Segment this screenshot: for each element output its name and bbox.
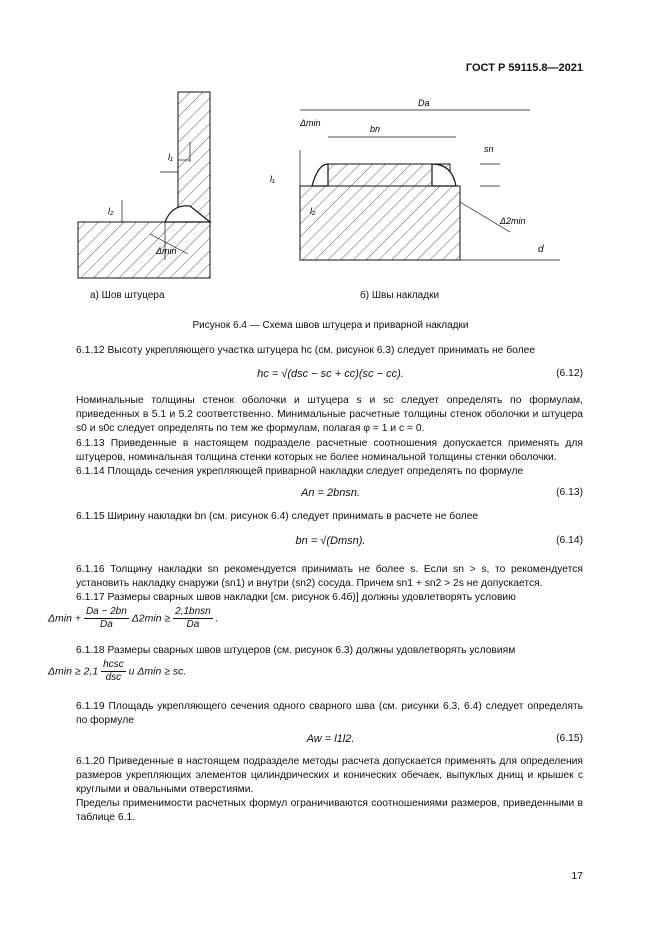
label-delta-min-b: Δmin [300, 118, 321, 128]
standard-number: ГОСТ Р 59115.8—2021 [465, 62, 583, 74]
inequality-pad: Δmin + $\frac{Da - 2bn}{Da}$ Δ2min ≥ $\frac{\text{2,1bnsn}}{Da}$ . [48, 606, 219, 630]
label-l2-b: l₂ [310, 206, 316, 216]
pad-weld-diagram [270, 98, 560, 260]
para-6-1-16: 6.1.16 Толщину накладки sn рекомендуется принимать не более s. Если sn > s, то рекомендуется установить накладку снаружи (sn1) и внутри (sn2) сосуда. Причем sn1 + sn2 > 2s не допускается. [76, 564, 583, 590]
label-d: d [538, 244, 544, 255]
label-sn: sn [484, 144, 494, 154]
para-6-1-12: 6.1.12 Высоту укрепляющего участка штуцера hc (см. рисунок 6.3) следует принимать не более [76, 345, 536, 356]
label-l2: l₂ [108, 206, 114, 216]
formula-text: Aw = l1l2. [306, 733, 355, 745]
formula-number: (6.13) [556, 487, 583, 498]
formula-number: (6.14) [556, 535, 583, 546]
label-l1: l₁ [168, 152, 173, 162]
nozzle-weld-diagram [78, 92, 210, 278]
label-delta-min: Δmin [156, 246, 177, 256]
para-6-1-20: 6.1.20 Приведенные в настоящем подразделе методы расчета допускается применять для определения размеров укрепляющих элементов цилиндрических и конических обечаек, выпуклых днищ и крышек с круглыми и овальными отверстиями. [76, 756, 583, 796]
caption-b: б) Швы накладки [360, 290, 440, 301]
para-6-1-14: 6.1.14 Площадь сечения укрепляющей приварной накладки следует определять по формуле [76, 466, 524, 477]
label-l1-b: l₁ [270, 174, 275, 184]
figure-6-4 [60, 82, 580, 282]
para-6-1-17: 6.1.17 Размеры сварных швов накладки [см. рисунок 6.4б)] должны удовлетворять условию [76, 592, 516, 603]
page-number: 17 [571, 870, 583, 882]
para-6-1-15: 6.1.15 Ширину накладки bn (см. рисунок 6.4) следует принимать в расчете не более [76, 511, 479, 522]
label-bn: bn [370, 124, 381, 134]
label-Da: Da [418, 98, 430, 108]
figure-caption: Рисунок 6.4 — Схема швов штуцера и приварной накладки [192, 320, 469, 331]
caption-a: а) Шов штуцера [90, 290, 165, 301]
formula-number: (6.15) [556, 733, 583, 744]
para-limits: Пределы применимости расчетных формул ограничиваются соотношениями размеров, приведенными в таблице 6.1. [76, 798, 583, 824]
inequality-nozzle: Δmin ≥ 2,1 $\frac{hcsc}{\text{dsc}}$ и Δmin ≥ sc. [48, 659, 187, 683]
formula-number: (6.12) [556, 368, 583, 379]
label-delta2min: Δ2min [500, 216, 526, 226]
formula-text: An = 2bnsn. [300, 487, 361, 499]
para-6-1-13: 6.1.13 Приведенные в настоящем подразделе расчетные соотношения допускается применять для штуцеров, номинальная толщина стенки которых не более номинальной толщины стенки оболочки. [76, 438, 583, 464]
formula-text: hc = √(dsc − sc + cc)(sc − cc). [257, 368, 404, 380]
para-6-1-19: 6.1.19 Площадь укрепляющего сечения одного сварного шва (см. рисунки 6.3, 6.4) следует определять по формуле [76, 701, 583, 727]
para-nominal: Номинальные толщины стенок оболочки и штуцера s и sc следует определять по формулам, приведенных в 5.1 и 5.2 соответственно. Минимальные расчетные толщины стенок оболочки и штуцера s0 и s0c следует определять по тем же формулам, полагая φ = 1 и c = 0. [76, 395, 583, 435]
formula-text: bn = √(Dmsn). [295, 535, 366, 547]
para-6-1-18: 6.1.18 Размеры сварных швов штуцеров (см. рисунок 6.3) должны удовлетворять условиям [76, 645, 516, 656]
